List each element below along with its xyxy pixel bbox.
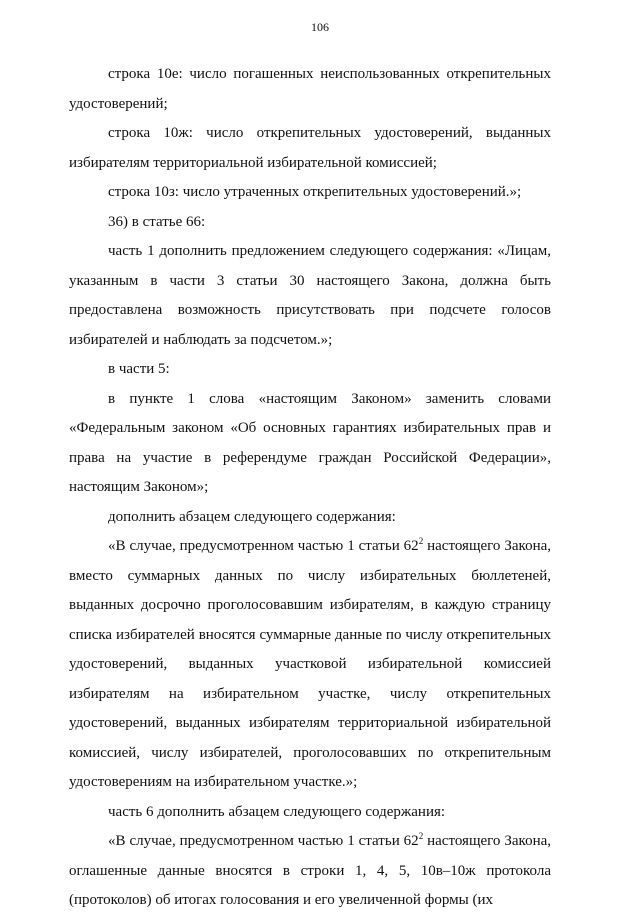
paragraph-line-10e: строка 10е: число погашенных неиспользованных открепительных удостоверений; bbox=[69, 66, 551, 112]
paragraph-line-10z: строка 10з: число утраченных открепительных удостоверений.»; bbox=[108, 184, 522, 200]
paragraph-quoted-clause-part-5 bbox=[69, 532, 551, 798]
article-superscript: 2 bbox=[418, 831, 424, 841]
clause-text-start: «В случае, предусмотренном частью 1 статьи 62 bbox=[108, 833, 419, 849]
paragraph-part-5-heading: в части 5: bbox=[108, 361, 170, 377]
paragraph-point-1-amendment: в пункте 1 слова «настоящим Законом» заменить словами «Федеральным законом «Об основных гарантиях избирательных прав и права на участие в референдуме граждан Российской Федерации», настоящим Законом»; bbox=[69, 390, 551, 495]
paragraph-item-36: 36) в статье 66: bbox=[108, 213, 206, 230]
clause-text-rest: настоящего Закона, оглашенные данные вносятся в строки 1, 4, 5, 10в–10ж протокола (протоколов) об итогах голосования и его увеличенной формы (их bbox=[69, 833, 552, 908]
clause-text-start: «В случае, предусмотренном частью 1 статьи 62 bbox=[108, 538, 419, 554]
paragraph-part-1-amendment: часть 1 дополнить предложением следующего содержания: «Лицам, указанным в части 3 статьи 30 настоящего Закона, должна быть предоставлена возможность присутствовать при подсчете голосов избирателей и наблюдать за подсчетом.»; bbox=[69, 243, 551, 348]
clause-text-rest: настоящего Закона, вместо суммарных данных по числу избирательных бюллетеней, выданных досрочно проголосовавшим избирателям, в каждую страницу списка избирателей вносятся суммарные данные по числу открепительных удостоверений, выданных участковой избирательной комиссией избирателям на избирательном участке, числу открепительных удостоверений, выданных избирателям территориальной избирательной комиссией, числу избирателей, проголосовавших по открепительным удостоверениям на избирательном участке.»; bbox=[69, 538, 552, 790]
paragraph-part-6-heading: часть 6 дополнить абзацем следующего содержания: bbox=[108, 803, 446, 820]
article-superscript: 2 bbox=[418, 536, 424, 546]
document-body bbox=[69, 60, 551, 916]
paragraph-add-clause: дополнить абзацем следующего содержания: bbox=[108, 508, 396, 525]
paragraph-quoted-clause-part-6 bbox=[69, 827, 551, 916]
page-number: 106 bbox=[311, 20, 329, 34]
paragraph-line-10zh: строка 10ж: число открепительных удостоверений, выданных избирателям территориальной избирательной комиссией; bbox=[69, 125, 551, 171]
